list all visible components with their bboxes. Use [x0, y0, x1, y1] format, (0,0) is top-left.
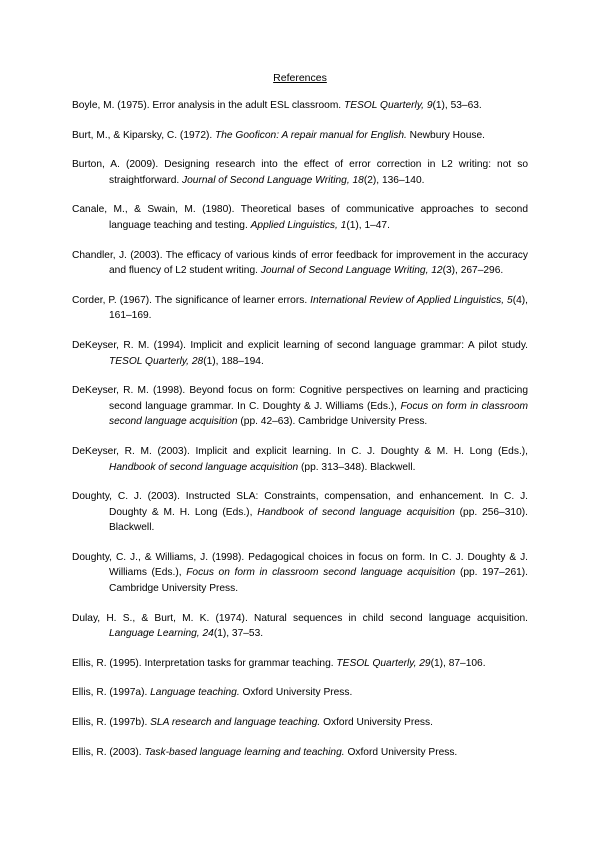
- reference-entry: [72, 656, 528, 672]
- reference-text: Doughty, C. J. (2003). Instructed SLA: Constraints, compensation, and enhancement. In C. J. Doughty & M. H. Long (Eds.),: [72, 491, 528, 518]
- reference-details: (pp. 197–261). Cambridge University Press.: [109, 567, 529, 595]
- reference-text: Dulay, H. S., & Burt, M. K. (1974). Natural sequences in child second language acquisition.: [72, 612, 528, 624]
- reference-details: (2), 136–140.: [363, 174, 425, 186]
- reference-source: Language teaching.: [150, 687, 240, 699]
- reference-text: Boyle, M. (1975). Error analysis in the adult ESL classroom.: [72, 100, 344, 111]
- reference-details: Oxford University Press.: [239, 687, 353, 699]
- reference-details: (4), 161–169.: [109, 294, 528, 322]
- reference-source: Journal of Second Language Writing, 12: [260, 265, 443, 277]
- reference-text: Corder, P. (1967). The significance of learner errors.: [72, 294, 311, 306]
- reference-details: (3), 267–296.: [442, 265, 504, 277]
- reference-entry: [72, 444, 528, 475]
- reference-entry: [72, 157, 528, 188]
- reference-text: Ellis, R. (2003).: [72, 746, 145, 758]
- reference-entry: [72, 489, 528, 536]
- reference-text: DeKeyser, R. M. (1998). Beyond focus on form: Cognitive perspectives on learning and practicing second language grammar. In C. Doughty & J. Williams (Eds.),: [72, 385, 528, 412]
- reference-text: Burt, M., & Kiparsky, C. (1972).: [72, 129, 216, 141]
- reference-source: Handbook of second language acquisition: [257, 506, 455, 518]
- reference-details: (1), 53–63.: [432, 100, 482, 111]
- reference-entry: [72, 715, 528, 731]
- reference-text: Ellis, R. (1997b).: [72, 717, 151, 729]
- reference-entry: [72, 611, 528, 642]
- reference-entry: [72, 128, 528, 144]
- reference-text: DeKeyser, R. M. (2003). Implicit and explicit learning. In C. J. Doughty & M. H. Long (Eds.),: [72, 445, 528, 457]
- reference-source: Task-based language learning and teaching.: [144, 746, 345, 758]
- reference-text: Ellis, R. (1995). Interpretation tasks for grammar teaching.: [72, 657, 337, 669]
- reference-entry: [72, 685, 528, 701]
- reference-details: Oxford University Press.: [344, 746, 458, 758]
- reference-details: (pp. 256–310). Blackwell.: [109, 506, 528, 534]
- reference-source: Applied Linguistics, 1: [250, 219, 347, 231]
- reference-details: (1), 37–53.: [213, 628, 264, 640]
- reference-text: Chandler, J. (2003). The efficacy of various kinds of error feedback for improvement in the accuracy and fluency of L2 student writing.: [72, 249, 528, 277]
- reference-entry: [72, 383, 528, 430]
- reference-source: Focus on form in classroom second language acquisition: [109, 400, 528, 428]
- reference-source: Journal of Second Language Writing, 18: [182, 174, 364, 186]
- reference-text: Burton, A. (2009). Designing research into the effect of error correction in L2 writing: not so straightforward.: [72, 159, 528, 186]
- reference-source: Focus on form in classroom second language acquisition: [186, 567, 456, 579]
- reference-source: TESOL Quarterly, 28: [109, 355, 204, 367]
- reference-text: Doughty, C. J., & Williams, J. (1998). Pedagogical choices in focus on form. In C. J. Doughty & J. Williams (Eds.),: [72, 551, 528, 579]
- reference-details: (pp. 42–63). Cambridge University Press.: [237, 416, 428, 428]
- reference-entry: [72, 338, 528, 369]
- page-title: References: [273, 72, 327, 84]
- reference-text: DeKeyser, R. M. (1994). Implicit and explicit learning of second language grammar: A pilot study.: [72, 339, 528, 351]
- reference-text: Canale, M., & Swain, M. (1980). Theoretical bases of communicative approaches to second language teaching and testing.: [72, 204, 528, 231]
- reference-entry: [72, 550, 528, 597]
- reference-source: Handbook of second language acquisition: [109, 461, 299, 473]
- reference-details: Newbury House.: [406, 129, 485, 141]
- reference-entry: [72, 293, 528, 324]
- reference-source: Language Learning, 24: [109, 628, 214, 640]
- reference-entry: [72, 98, 528, 114]
- reference-source: International Review of Applied Linguistics, 5: [310, 294, 513, 306]
- reference-source: TESOL Quarterly, 29: [336, 657, 431, 669]
- reference-details: (pp. 313–348). Blackwell.: [298, 461, 416, 473]
- reference-details: Oxford University Press.: [320, 717, 433, 729]
- reference-source: The Gooficon: A repair manual for English.: [215, 129, 407, 141]
- reference-entry: [72, 248, 528, 279]
- reference-details: (1), 87–106.: [430, 657, 486, 669]
- reference-entry: [72, 202, 528, 233]
- reference-source: TESOL Quarterly, 9: [343, 100, 433, 111]
- reference-entry: [72, 745, 528, 761]
- reference-details: (1), 1–47.: [346, 219, 390, 231]
- reference-details: (1), 188–194.: [203, 355, 264, 367]
- reference-list: [72, 98, 528, 774]
- reference-text: Ellis, R. (1997a).: [72, 687, 151, 699]
- reference-source: SLA research and language teaching.: [150, 717, 321, 729]
